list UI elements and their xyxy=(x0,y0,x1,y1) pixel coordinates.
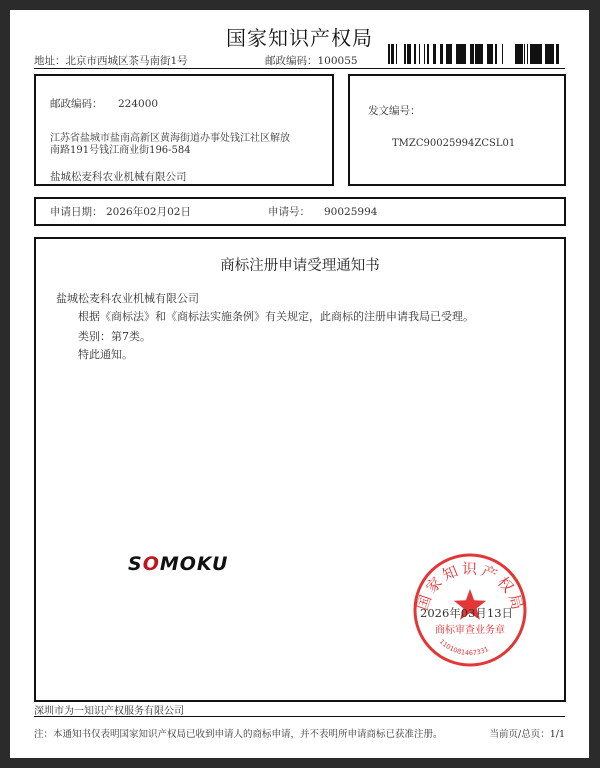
notice-box xyxy=(34,237,566,702)
footer-divider xyxy=(34,716,565,717)
notice-class: 类别：第7类。 xyxy=(78,330,151,343)
issuer-title: 国家知识产权局 xyxy=(226,26,373,50)
footer-note: 注：本通知书仅表明国家知识产权局已收到申请人的商标申请，并不表明所申请商标已获准注册。 xyxy=(34,729,443,740)
application-info-box xyxy=(34,197,566,226)
apply-number-value: 90025994 xyxy=(324,206,378,218)
agency-name: 深圳市为一知识产权服务有限公司 xyxy=(34,706,184,717)
page-indicator: 当前页/总页：1/1 xyxy=(489,729,565,740)
notice-closing: 特此通知。 xyxy=(78,348,133,361)
notice-body: 根据《商标法》和《商标法实施条例》有关规定，此商标的注册申请我局已受理。 xyxy=(78,310,474,323)
document-number-label: 发文编号： xyxy=(368,105,421,117)
svg-text:商标审查业务章: 商标审查业务章 xyxy=(435,625,505,636)
svg-text:国家知识产权局: 国家知识产权局 xyxy=(413,559,528,615)
issuer-postcode: 邮政编码：100055 xyxy=(265,55,358,67)
apply-date-label: 申请日期： xyxy=(50,206,103,218)
recipient-address-line1: 江苏省盐城市盐南高新区黄海街道办事处钱江社区解放 xyxy=(50,133,290,144)
logo-letter-s: S xyxy=(128,553,143,575)
apply-date-value: 2026年02月02日 xyxy=(106,206,191,218)
recipient-company: 盐城松麦科农业机械有限公司 xyxy=(50,171,187,183)
header-divider xyxy=(34,68,565,69)
issuer-address: 地址：北京市西城区茶马南街1号 xyxy=(34,55,188,67)
trademark-logo xyxy=(128,553,228,575)
notice-addressee: 盐城松麦科农业机械有限公司 xyxy=(56,292,199,305)
logo-letter-o: O xyxy=(142,553,160,575)
apply-number-label: 申请号： xyxy=(268,206,310,218)
notice-title: 商标注册申请受理通知书 xyxy=(220,258,380,274)
recipient-box xyxy=(34,74,334,186)
recipient-address-line2: 南路191号钱江商业街196-584 xyxy=(50,145,191,156)
recipient-postcode-label: 邮政编码： xyxy=(50,98,103,110)
barcode-icon xyxy=(388,44,560,64)
notice-page xyxy=(10,10,589,758)
recipient-postcode-value: 224000 xyxy=(118,98,159,110)
signature-date: 2026年03月13日 xyxy=(420,606,514,620)
logo-letters-moku: MOKU xyxy=(159,553,229,575)
document-number-value: TMZC90025994ZCSL01 xyxy=(392,138,516,149)
document-number-box xyxy=(348,74,566,186)
svg-text:1101081467331: 1101081467331 xyxy=(437,637,490,658)
